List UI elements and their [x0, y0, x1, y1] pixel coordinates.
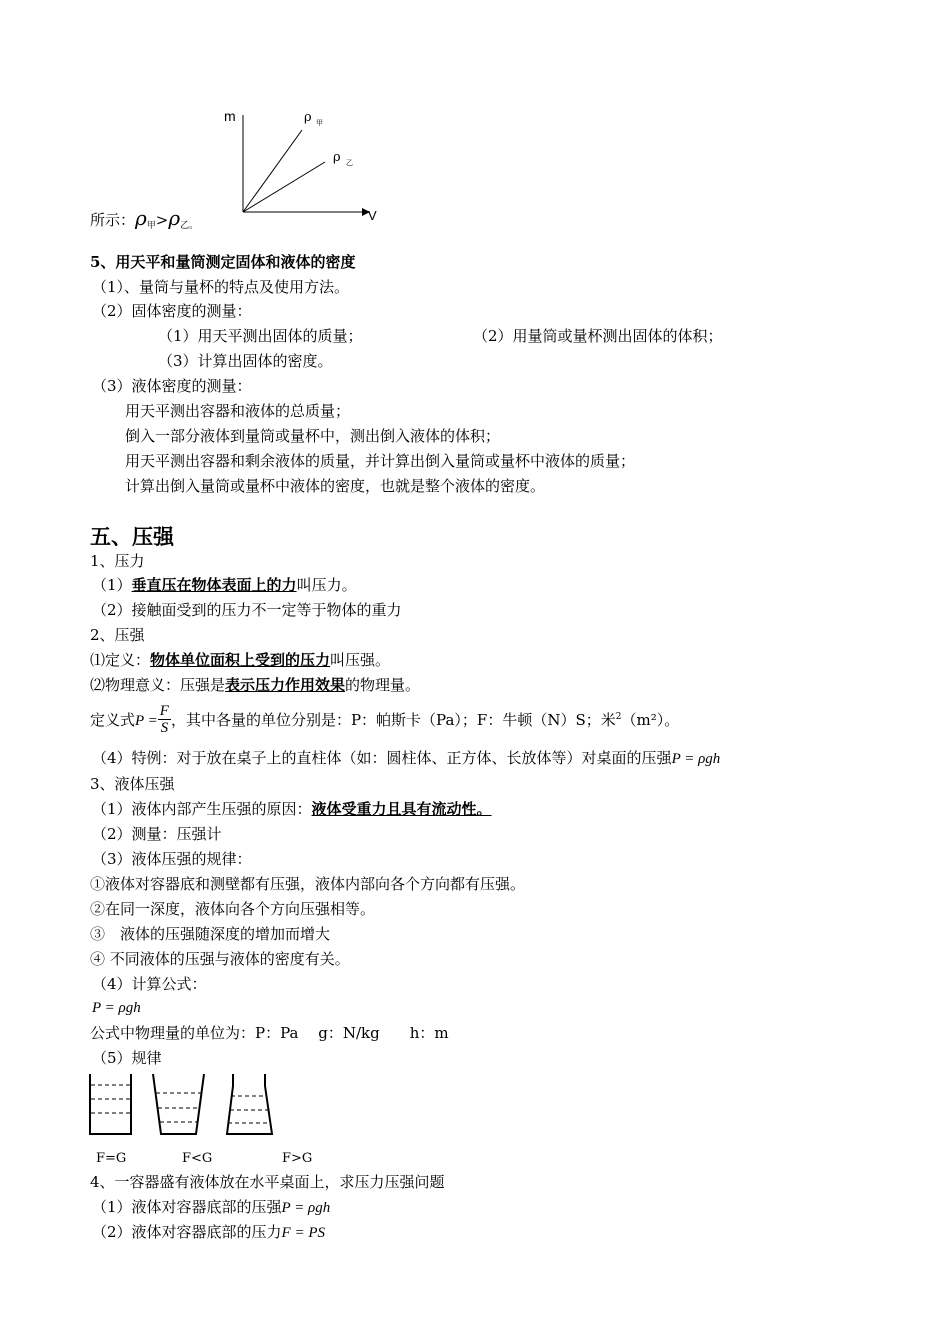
section-5-title: 5、用天平和量筒测定固体和液体的密度 [90, 253, 356, 271]
p3c: （3）液体压强的规律： [92, 850, 252, 868]
p1a [92, 575, 357, 595]
s5-line3a: 用天平测出容器和液体的总质量； [125, 402, 351, 420]
denominator: S [160, 719, 169, 736]
container-straight [90, 1074, 131, 1134]
sub-jia: 甲 [146, 221, 156, 231]
p2b [90, 675, 420, 695]
p3a-pre: （1）液体内部产生压强的原因： [92, 800, 312, 818]
fraction-f-s [158, 703, 171, 736]
s5-line2a: （1）用天平测出固体的质量； [158, 327, 363, 345]
p3a-key: 液体受重力且具有流动性。 [311, 800, 492, 818]
p2a-key: 物体单位面积上受到的压力 [150, 651, 331, 669]
label-f-lt-g: F<G [182, 1151, 213, 1166]
density-graph [220, 105, 390, 225]
rule-4: ④ 不同液体的压强与液体的密度有关。 [90, 950, 350, 968]
container-narrow-top [227, 1074, 272, 1134]
rule-3: ③ 液体的压强随深度的增加而增大 [90, 925, 331, 943]
label-f-eq-g: F=G [96, 1151, 127, 1166]
p3a [92, 799, 492, 819]
formula-rgh: P = ρgh [671, 751, 721, 767]
formula-ps: F = PS [281, 1225, 325, 1241]
s5-line1: （1）、量筒与量杯的特点及使用方法。 [92, 278, 350, 296]
p3b: （2）测量：压强计 [92, 825, 222, 843]
rho-symbol: ρ [135, 206, 147, 230]
p4a [92, 1197, 330, 1218]
def-post: ，其中各量的单位分别是：P：帕斯卡（Pa）；F：牛顿（N）S；米 [170, 711, 616, 729]
label-f-gt-g: F>G [282, 1151, 313, 1166]
rho-symbol: ρ [168, 206, 181, 230]
p4b-text: （2）液体对容器底部的压力 [92, 1223, 282, 1241]
formula-rgh-2: P = ρgh [92, 1000, 141, 1016]
p1a-key: 垂直压在物体表面上的力 [131, 576, 297, 594]
p1-title: 1、压力 [90, 552, 145, 570]
line-rho-b [243, 162, 325, 212]
container-wide-top [153, 1074, 204, 1134]
s5-line3: （3）液体密度的测量： [92, 377, 252, 395]
p2b-key: 表示压力作用效果 [225, 676, 346, 694]
p2d [92, 748, 720, 769]
s5-line2: （2）固体密度的测量： [92, 302, 252, 320]
line-rho-a [243, 130, 302, 212]
rho-b-label: ρ [333, 150, 341, 165]
p1a-pre: （1） [92, 576, 132, 594]
s5-line2b: （2）用量筒或量杯测出固体的体积； [473, 327, 723, 345]
conclusion-prefix: 所示： [90, 211, 136, 229]
p2b-post: 的物理量。 [345, 676, 421, 694]
p2b-pre: ⑵物理意义：压强是 [90, 676, 226, 694]
numerator: F [159, 702, 169, 719]
m-label: m [224, 108, 236, 124]
sub-yi: 乙。 [180, 221, 199, 231]
p3d: （4）计算公式： [92, 975, 207, 993]
rho-b-sub: 乙 [346, 159, 353, 167]
def-pre: 定义式 [90, 711, 136, 729]
s5-line3c: 用天平测出容器和剩余液体的质量，并计算出倒入量筒或量杯中液体的质量； [125, 452, 636, 470]
p4a-text: （1）液体对容器底部的压强 [92, 1198, 282, 1216]
formula-rgh-3: P = ρgh [281, 1200, 331, 1216]
p1a-post: 叫压力。 [296, 576, 357, 594]
p2c-definition [90, 700, 679, 743]
pressure-heading: 五、压强 [90, 525, 174, 549]
rule-1: ①液体对容器底和测壁都有压强，液体内部向各个方向都有压强。 [90, 875, 526, 893]
containers-diagram [85, 1072, 285, 1142]
p2a-pre: ⑴定义： [90, 651, 151, 669]
p4-title: 4、一容器盛有液体放在水平桌面上，求压力压强问题 [90, 1173, 445, 1191]
p1b: （2）接触面受到的压力不一定等于物体的重力 [92, 601, 402, 619]
v-label: V [368, 208, 377, 223]
def-lhs: P = [135, 713, 158, 729]
p3-title: 3、液体压强 [90, 775, 175, 793]
def-sup: 2 [615, 712, 622, 722]
s5-line3b: 倒入一部分液体到量筒或量杯中，测出倒入液体的体积； [125, 427, 501, 445]
s5-line2c: （3）计算出固体的密度。 [158, 352, 333, 370]
units-line: 公式中物理量的单位为：P：Pa g：N/kg h：m [90, 1024, 449, 1042]
rho-a-sub: 甲 [316, 119, 323, 127]
rule-2: ②在同一深度，液体向各个方向压强相等。 [90, 900, 376, 918]
p3e: （5）规律 [92, 1049, 162, 1067]
p4b [92, 1222, 325, 1243]
p2a-post: 叫压强。 [330, 651, 391, 669]
p2d-text: （4）特例：对于放在桌子上的直柱体（如：圆柱体、正方体、长放体等）对桌面的压强 [92, 749, 672, 767]
gt-sign: > [155, 211, 169, 229]
density-conclusion [90, 208, 198, 233]
p2a [90, 650, 390, 670]
s5-line3d: 计算出倒入量筒或量杯中液体的密度，也就是整个液体的密度。 [125, 477, 546, 495]
p2-title: 2、压强 [90, 626, 145, 644]
def-tail: （m²）。 [621, 711, 680, 729]
rho-a-label: ρ [304, 110, 312, 125]
